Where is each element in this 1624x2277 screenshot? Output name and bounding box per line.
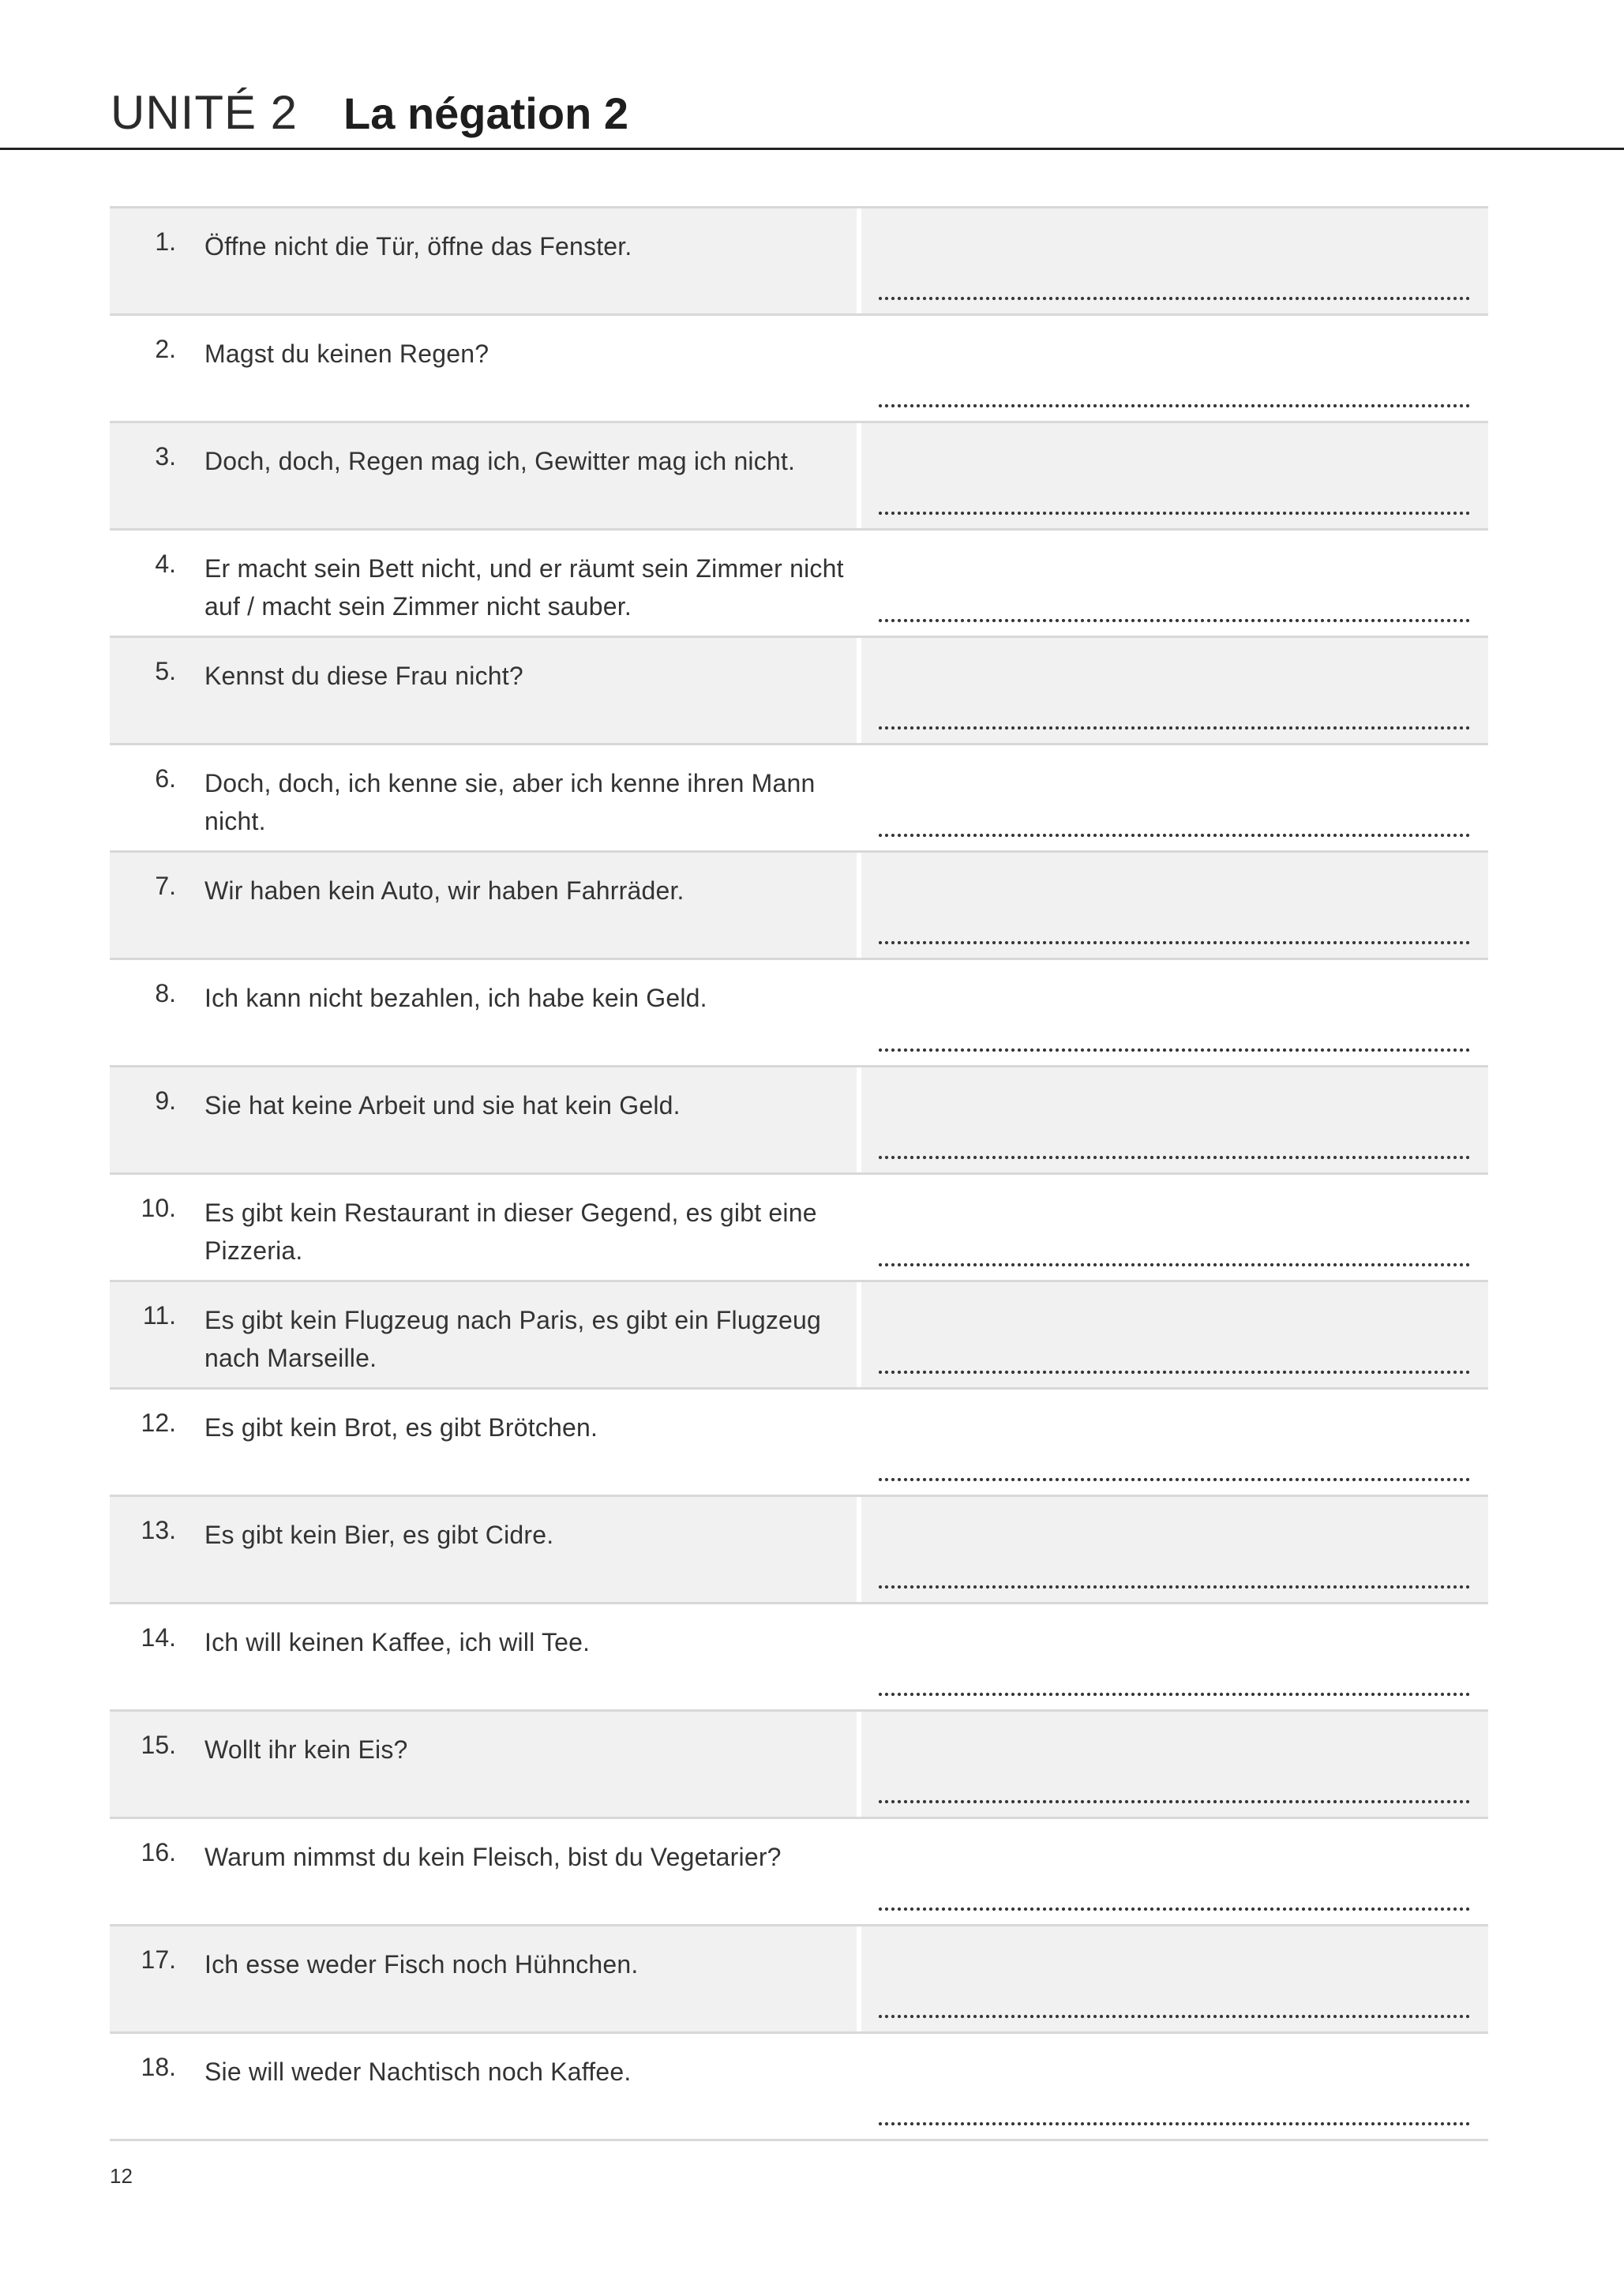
item-number: 18. [141, 2053, 176, 2081]
german-sentence: Magst du keinen Regen? [204, 339, 489, 368]
german-sentence: Ich kann nicht bezahlen, ich habe kein Geld. [204, 984, 707, 1012]
exercise-row [110, 960, 1488, 1067]
item-number: 16. [141, 1838, 176, 1866]
answer-cell[interactable] [861, 1390, 1488, 1495]
exercise-row [110, 1604, 1488, 1712]
german-sentence: Es gibt kein Bier, es gibt Cidre. [204, 1521, 554, 1549]
answer-cell[interactable] [861, 1282, 1488, 1387]
answer-line[interactable] [877, 618, 1471, 623]
answer-line[interactable] [877, 2014, 1471, 2019]
answer-cell[interactable] [861, 316, 1488, 421]
exercise-row [110, 2034, 1488, 2141]
item-number: 1. [155, 227, 176, 256]
item-number: 17. [141, 1945, 176, 1974]
german-sentence: Ich esse weder Fisch noch Hühnchen. [204, 1950, 639, 1979]
sentence-cell [110, 960, 857, 1065]
german-sentence: Sie will weder Nachtisch noch Kaffee. [204, 2058, 632, 2086]
answer-line[interactable] [877, 403, 1471, 408]
answer-cell[interactable] [861, 1175, 1488, 1280]
exercise-row [110, 1175, 1488, 1282]
german-sentence: Wollt ihr kein Eis? [204, 1735, 408, 1764]
german-sentence: Kennst du diese Frau nicht? [204, 662, 523, 690]
item-number: 4. [155, 550, 176, 578]
item-number: 6. [155, 764, 176, 793]
answer-line[interactable] [877, 833, 1471, 838]
item-number: 13. [141, 1516, 176, 1544]
page-number: 12 [110, 2164, 133, 2188]
item-number: 5. [155, 657, 176, 685]
german-sentence: Es gibt kein Flugzeug nach Paris, es gibt ein Flugzeug nach Marseille. [204, 1306, 822, 1372]
item-number: 10. [141, 1194, 176, 1222]
sentence-cell [110, 1067, 857, 1172]
german-sentence: Öffne nicht die Tür, öffne das Fenster. [204, 232, 632, 261]
item-number: 2. [155, 335, 176, 363]
sentence-cell [110, 316, 857, 421]
answer-line[interactable] [877, 1155, 1471, 1160]
german-sentence: Warum nimmst du kein Fleisch, bist du Vegetarier? [204, 1843, 782, 1871]
exercise-row [110, 1819, 1488, 1926]
header-divider [0, 148, 1624, 150]
german-sentence: Doch, doch, Regen mag ich, Gewitter mag ich nicht. [204, 447, 796, 475]
sentence-cell [110, 745, 857, 850]
sentence-cell [110, 1926, 857, 2031]
answer-cell[interactable] [861, 745, 1488, 850]
page-header [111, 85, 628, 148]
exercise-row [110, 1390, 1488, 1497]
sentence-cell [110, 1604, 857, 1709]
answer-line[interactable] [877, 1692, 1471, 1697]
exercise-row [110, 423, 1488, 531]
answer-cell[interactable] [861, 1712, 1488, 1817]
exercise-row [110, 745, 1488, 853]
german-sentence: Sie hat keine Arbeit und sie hat kein Geld. [204, 1091, 681, 1120]
exercise-row [110, 1282, 1488, 1390]
exercise-row [110, 208, 1488, 316]
sentence-cell [110, 2034, 857, 2139]
answer-line[interactable] [877, 1799, 1471, 1804]
german-sentence: Er macht sein Bett nicht, und er räumt sein Zimmer nicht auf / macht sein Zimmer nicht sauber. [204, 554, 844, 621]
sentence-cell [110, 638, 857, 743]
answer-line[interactable] [877, 2121, 1471, 2126]
answer-line[interactable] [877, 1907, 1471, 1911]
sentence-cell [110, 531, 857, 636]
answer-line[interactable] [877, 726, 1471, 730]
exercise-row [110, 1067, 1488, 1175]
sentence-cell [110, 1390, 857, 1495]
page-title: La négation 2 [343, 88, 628, 138]
exercise-row [110, 316, 1488, 423]
item-number: 11. [142, 1301, 176, 1330]
item-number: 12. [141, 1409, 176, 1437]
sentence-cell [110, 1819, 857, 1924]
answer-cell[interactable] [861, 960, 1488, 1065]
german-sentence: Wir haben kein Auto, wir haben Fahrräder. [204, 876, 684, 905]
sentence-cell [110, 1712, 857, 1817]
sentence-cell [110, 1497, 857, 1602]
exercise-row [110, 638, 1488, 745]
answer-cell[interactable] [861, 423, 1488, 528]
answer-cell[interactable] [861, 1926, 1488, 2031]
answer-line[interactable] [877, 1585, 1471, 1589]
item-number: 9. [155, 1086, 176, 1115]
answer-cell[interactable] [861, 208, 1488, 313]
answer-line[interactable] [877, 511, 1471, 516]
item-number: 7. [155, 872, 176, 900]
exercise-table [110, 206, 1488, 2141]
answer-cell[interactable] [861, 638, 1488, 743]
answer-line[interactable] [877, 1048, 1471, 1052]
sentence-cell [110, 1175, 857, 1280]
answer-cell[interactable] [861, 1819, 1488, 1924]
german-sentence: Ich will keinen Kaffee, ich will Tee. [204, 1628, 591, 1656]
sentence-cell [110, 1282, 857, 1387]
sentence-cell [110, 853, 857, 958]
sentence-cell [110, 208, 857, 313]
exercise-row [110, 1712, 1488, 1819]
answer-line[interactable] [877, 1370, 1471, 1375]
item-number: 8. [155, 979, 176, 1007]
unit-label: UNITÉ 2 [111, 86, 298, 139]
exercise-row [110, 531, 1488, 638]
answer-cell[interactable] [861, 531, 1488, 636]
exercise-row [110, 1926, 1488, 2034]
item-number: 14. [141, 1623, 176, 1652]
item-number: 3. [155, 442, 176, 471]
answer-line[interactable] [877, 1262, 1471, 1267]
answer-line[interactable] [877, 1477, 1471, 1482]
german-sentence: Doch, doch, ich kenne sie, aber ich kenne ihren Mann nicht. [204, 769, 816, 835]
sentence-cell [110, 423, 857, 528]
answer-cell[interactable] [861, 1497, 1488, 1602]
answer-cell[interactable] [861, 2034, 1488, 2139]
answer-cell[interactable] [861, 1604, 1488, 1709]
answer-line[interactable] [877, 940, 1471, 945]
item-number: 15. [141, 1731, 176, 1759]
exercise-row [110, 853, 1488, 960]
german-sentence: Es gibt kein Brot, es gibt Brötchen. [204, 1413, 598, 1442]
answer-cell[interactable] [861, 1067, 1488, 1172]
german-sentence: Es gibt kein Restaurant in dieser Gegend, es gibt eine Pizzeria. [204, 1199, 817, 1265]
answer-line[interactable] [877, 296, 1471, 301]
exercise-row [110, 1497, 1488, 1604]
answer-cell[interactable] [861, 853, 1488, 958]
